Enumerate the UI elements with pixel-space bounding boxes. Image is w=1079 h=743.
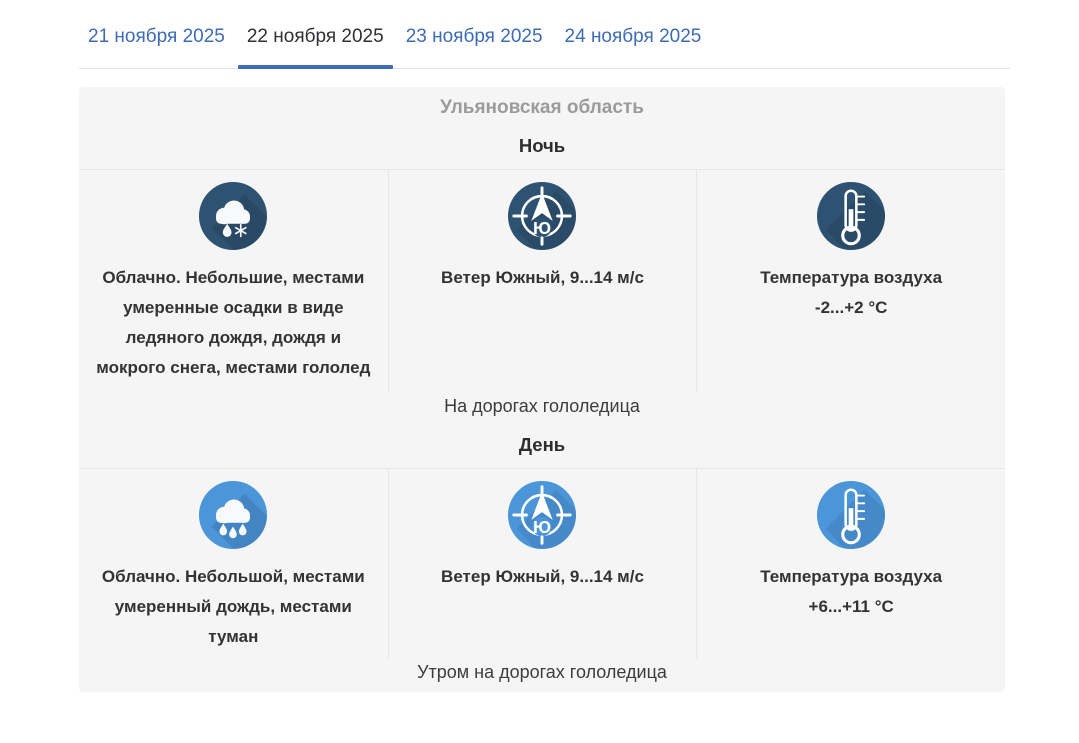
day-temp-label: Температура воздуха	[760, 567, 943, 586]
night-weather-cell	[79, 170, 388, 392]
night-row	[79, 170, 1005, 392]
tab-date-1[interactable]: 21 ноября 2025	[88, 26, 225, 47]
tab-date-3[interactable]: 23 ноября 2025	[405, 26, 543, 47]
day-weather-cell	[79, 469, 388, 658]
panel-header	[79, 87, 1005, 170]
forecast-page	[79, 0, 1010, 692]
cloud-rain-icon	[198, 480, 268, 550]
night-section-title: Ночь	[518, 135, 566, 156]
thermometer-icon	[816, 181, 886, 251]
wind-compass-south-icon	[507, 480, 577, 550]
day-temp-value: +6...+11 °C	[808, 597, 894, 616]
tab-date-2-active[interactable]: 22 ноября 2025	[238, 22, 393, 68]
day-wind-cell	[388, 469, 697, 658]
night-temp-cell	[696, 170, 1005, 392]
forecast-panel	[79, 87, 1005, 692]
day-temp-cell	[696, 469, 1005, 658]
day-note-section	[79, 658, 1005, 692]
night-wind-text: Ветер Южный, 9...14 м/с	[441, 268, 644, 287]
wind-compass-south-icon	[507, 181, 577, 251]
thermometer-icon	[816, 480, 886, 550]
night-weather-text: Облачно. Небольшие, местами умеренные осадки в виде ледяного дождя, дождя и мокрого снега, местами гололед	[96, 268, 371, 377]
day-row	[79, 469, 1005, 658]
night-wind-cell	[388, 170, 697, 392]
day-weather-text: Облачно. Небольшой, местами умеренный дождь, местами туман	[101, 567, 365, 646]
region-title: Ульяновская область	[440, 97, 644, 118]
tab-date-4[interactable]: 24 ноября 2025	[564, 26, 702, 47]
night-note-section	[79, 392, 1005, 469]
night-temp-label: Температура воздуха	[760, 268, 943, 287]
cloud-sleet-icon	[198, 181, 268, 251]
night-temp-value: -2...+2 °C	[814, 298, 888, 317]
night-road-note: На дорогах гололедица	[444, 396, 640, 416]
date-tabs	[79, 0, 1010, 69]
day-road-note: Утром на дорогах гололедица	[417, 662, 667, 682]
day-section-title: День	[518, 434, 566, 455]
day-wind-text: Ветер Южный, 9...14 м/с	[441, 567, 644, 586]
